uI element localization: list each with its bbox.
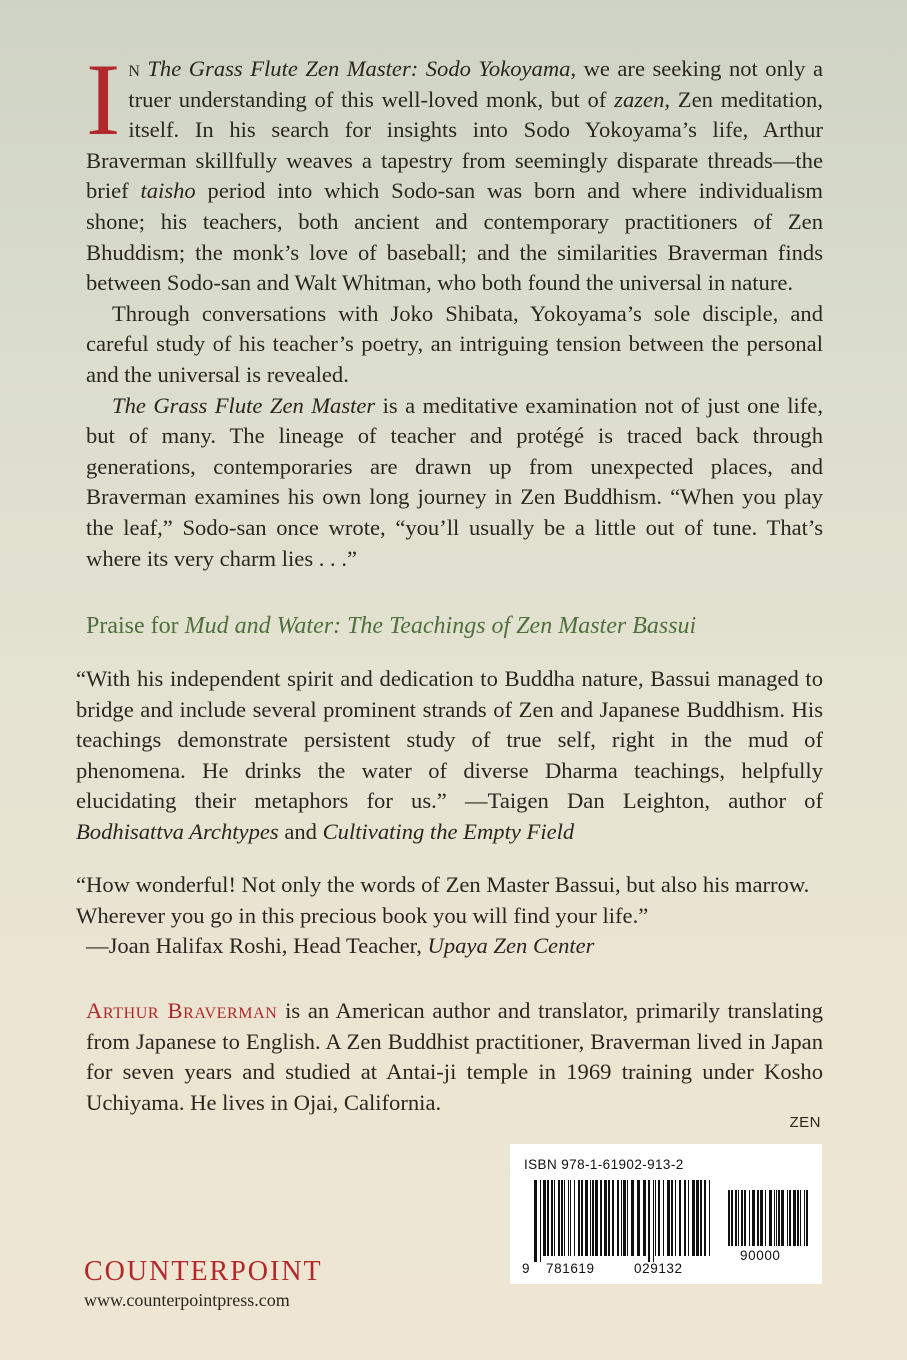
barcode-bar bbox=[551, 1180, 553, 1256]
barcode-bar bbox=[617, 1180, 619, 1256]
barcode-bar bbox=[787, 1190, 788, 1246]
barcode-panel bbox=[510, 1144, 822, 1284]
term-zazen: zazen bbox=[614, 86, 665, 112]
barcode-bar bbox=[769, 1190, 772, 1246]
barcode-bar bbox=[804, 1190, 805, 1246]
publisher-url[interactable]: www.counterpointpress.com bbox=[84, 1290, 290, 1310]
barcode-bar bbox=[709, 1180, 710, 1256]
barcode-bar bbox=[744, 1190, 746, 1246]
barcode-bar bbox=[612, 1180, 614, 1256]
barcode-bar bbox=[561, 1180, 563, 1256]
praise-quote-leighton: “With his independent spirit and dedication to Buddha nature, Bassui managed to bridge and include several prominent strands of Zen and Japanese Buddhism. His teachings demonstrate persistent study of true self, right in the mud of phenomena. He drinks the water of diverse Dharma teachings, helpfully elucidating their metaphors for us.” —Taigen Dan Leighton, author of Bodhisattva Archtypes and Cultivating the Empty Field bbox=[76, 666, 823, 844]
book-description bbox=[86, 43, 824, 574]
barcode-bar bbox=[631, 1180, 634, 1256]
barcode-bar bbox=[653, 1180, 654, 1262]
description-paragraph-1: In The Grass Flute Zen Master: Sodo Yokoyama, we are seeking not only a truer understanding of this well-loved monk, but of zazen, Zen meditation, itself. In his search for insights into Sodo Yokoyama’s life, Arthur Braverman skillfully weaves a tapestry from seemingly disparate threads—the brief taisho period into which Sodo-san was born and where individualism shone; his teachers, both ancient and contemporary practitioners of Zen Bhuddism; the monk’s love of baseball; and the similarities Braverman finds between Sodo-san and Walt Whitman, who both found the universal in nature. bbox=[86, 43, 824, 296]
barcode-bar bbox=[534, 1180, 537, 1262]
barcode-bar bbox=[735, 1190, 737, 1246]
publisher-logo: COUNTERPOINT bbox=[84, 1256, 323, 1287]
barcode-bar bbox=[558, 1180, 560, 1256]
barcode-bar bbox=[595, 1180, 598, 1256]
barcode-bar bbox=[793, 1190, 796, 1246]
barcode-bar bbox=[806, 1190, 808, 1246]
barcode-bar bbox=[704, 1180, 706, 1256]
barcode-bar bbox=[789, 1190, 791, 1246]
ean-barcode bbox=[534, 1180, 718, 1264]
barcode-bar bbox=[688, 1180, 689, 1256]
barcode-bar bbox=[554, 1180, 555, 1256]
barcode-digits-right: 029132 bbox=[634, 1261, 683, 1276]
barcode-bar bbox=[738, 1190, 739, 1246]
barcode-bar bbox=[627, 1180, 628, 1256]
barcode-bar bbox=[564, 1180, 565, 1256]
author-name: Arthur Braverman bbox=[86, 998, 278, 1023]
barcode-bar bbox=[749, 1190, 750, 1246]
barcode-bar bbox=[752, 1190, 755, 1246]
quote-attribution: —Joan Halifax Roshi, Head Teacher, Upaya Zen Center bbox=[86, 933, 595, 959]
praise-heading: Praise for Mud and Water: The Teachings of Zen Master Bassui bbox=[86, 613, 697, 639]
barcode-digits-left: 781619 bbox=[546, 1261, 595, 1276]
barcode-bar bbox=[637, 1180, 640, 1256]
barcode-bar bbox=[731, 1190, 733, 1246]
barcode-bar bbox=[684, 1180, 686, 1256]
barcode-bar bbox=[663, 1180, 664, 1256]
barcode-bar bbox=[760, 1190, 763, 1246]
barcode-bar bbox=[765, 1190, 766, 1246]
praise-quote-halifax: “How wonderful! Not only the words of Zen Master Bassui, but also his marrow. Wherever you go in this precious book you will find your life.” —Joan Halifax Roshi, Head Teacher, Upaya Zen Center bbox=[76, 870, 823, 962]
barcode-digit-first: 9 bbox=[522, 1261, 531, 1276]
drop-cap-rest: n bbox=[128, 56, 140, 81]
barcode-bar bbox=[623, 1180, 626, 1256]
barcode-bar bbox=[778, 1190, 780, 1246]
praised-book-title: Mud and Water: The Teachings of Zen Master Bassui bbox=[184, 613, 697, 639]
description-paragraph-3: The Grass Flute Zen Master is a meditative examination not of just one life, but of many. The lineage of teacher and protégé is traced back through generations, contemporaries are drawn up from unexpected places, and Braverman examines his own long journey in Zen Buddhism. “When you play the leaf,” Sodo-san once wrote, “you’ll usually be a little out of tune. That’s where its very charm lies . . .” bbox=[86, 392, 824, 571]
book-title-short: The Grass Flute Zen Master bbox=[112, 392, 376, 418]
barcode-bar bbox=[592, 1180, 594, 1256]
author-bio: Arthur Braverman is an American author and translator, primarily translating from Japanese to English. A Zen Buddhist practitioner, Braverman lived in Japan for seven years and studied at Antai-ji temple in 1969 training under Kosho Uchiyama. He lives in Ojai, California. bbox=[86, 998, 823, 1115]
barcode-bar bbox=[578, 1180, 580, 1256]
barcode-bar bbox=[568, 1180, 569, 1256]
barcode-bar bbox=[728, 1190, 730, 1246]
isbn-number: ISBN 978-1-61902-913-2 bbox=[524, 1157, 684, 1172]
term-taisho: taisho bbox=[140, 178, 196, 204]
barcode-bar bbox=[781, 1190, 784, 1246]
genre-label: ZEN bbox=[789, 1114, 821, 1131]
barcode-bar bbox=[776, 1190, 777, 1246]
barcode-bar bbox=[600, 1180, 602, 1256]
barcode-bar bbox=[658, 1180, 660, 1256]
barcode-bar bbox=[696, 1180, 699, 1256]
barcode-bar bbox=[585, 1180, 588, 1256]
barcode-bar bbox=[774, 1190, 775, 1246]
cited-book-2: Cultivating the Empty Field bbox=[322, 818, 575, 844]
barcode-bar bbox=[570, 1180, 571, 1256]
barcode-bar bbox=[797, 1190, 799, 1246]
barcode-bar bbox=[741, 1190, 743, 1246]
barcode-addon-digits: 90000 bbox=[740, 1248, 781, 1263]
barcode-bar bbox=[604, 1180, 607, 1256]
barcode-bar bbox=[608, 1180, 610, 1256]
barcode-bar bbox=[679, 1180, 681, 1256]
barcode-bar bbox=[621, 1180, 622, 1256]
barcode-bar bbox=[692, 1180, 695, 1256]
barcode-bar bbox=[671, 1180, 673, 1256]
description-paragraph-2: Through conversations with Joko Shibata, Yokoyama’s sole disciple, and careful study of his teacher’s poetry, an intriguing tension between the personal and the universal is revealed. bbox=[86, 300, 823, 387]
barcode-bar bbox=[590, 1180, 591, 1256]
barcode-bar bbox=[675, 1180, 676, 1256]
barcode-bar bbox=[547, 1180, 549, 1256]
drop-cap: I bbox=[86, 43, 121, 157]
barcode-bar bbox=[757, 1190, 759, 1246]
barcode-bar bbox=[574, 1180, 575, 1256]
barcode-bar bbox=[643, 1180, 646, 1256]
barcode-bar bbox=[543, 1180, 546, 1256]
barcode-bar bbox=[648, 1180, 650, 1262]
cited-book-1: Bodhisattva Archtypes bbox=[76, 818, 279, 844]
barcode-bar bbox=[540, 1180, 541, 1262]
barcode-bar bbox=[700, 1180, 702, 1256]
book-title: The Grass Flute Zen Master: Sodo Yokoyama bbox=[147, 56, 571, 81]
cited-organization: Upaya Zen Center bbox=[427, 933, 595, 959]
barcode-bar bbox=[655, 1180, 656, 1256]
barcode-bar bbox=[581, 1180, 583, 1256]
barcode-bar bbox=[667, 1180, 670, 1256]
barcode-bar bbox=[800, 1190, 801, 1246]
